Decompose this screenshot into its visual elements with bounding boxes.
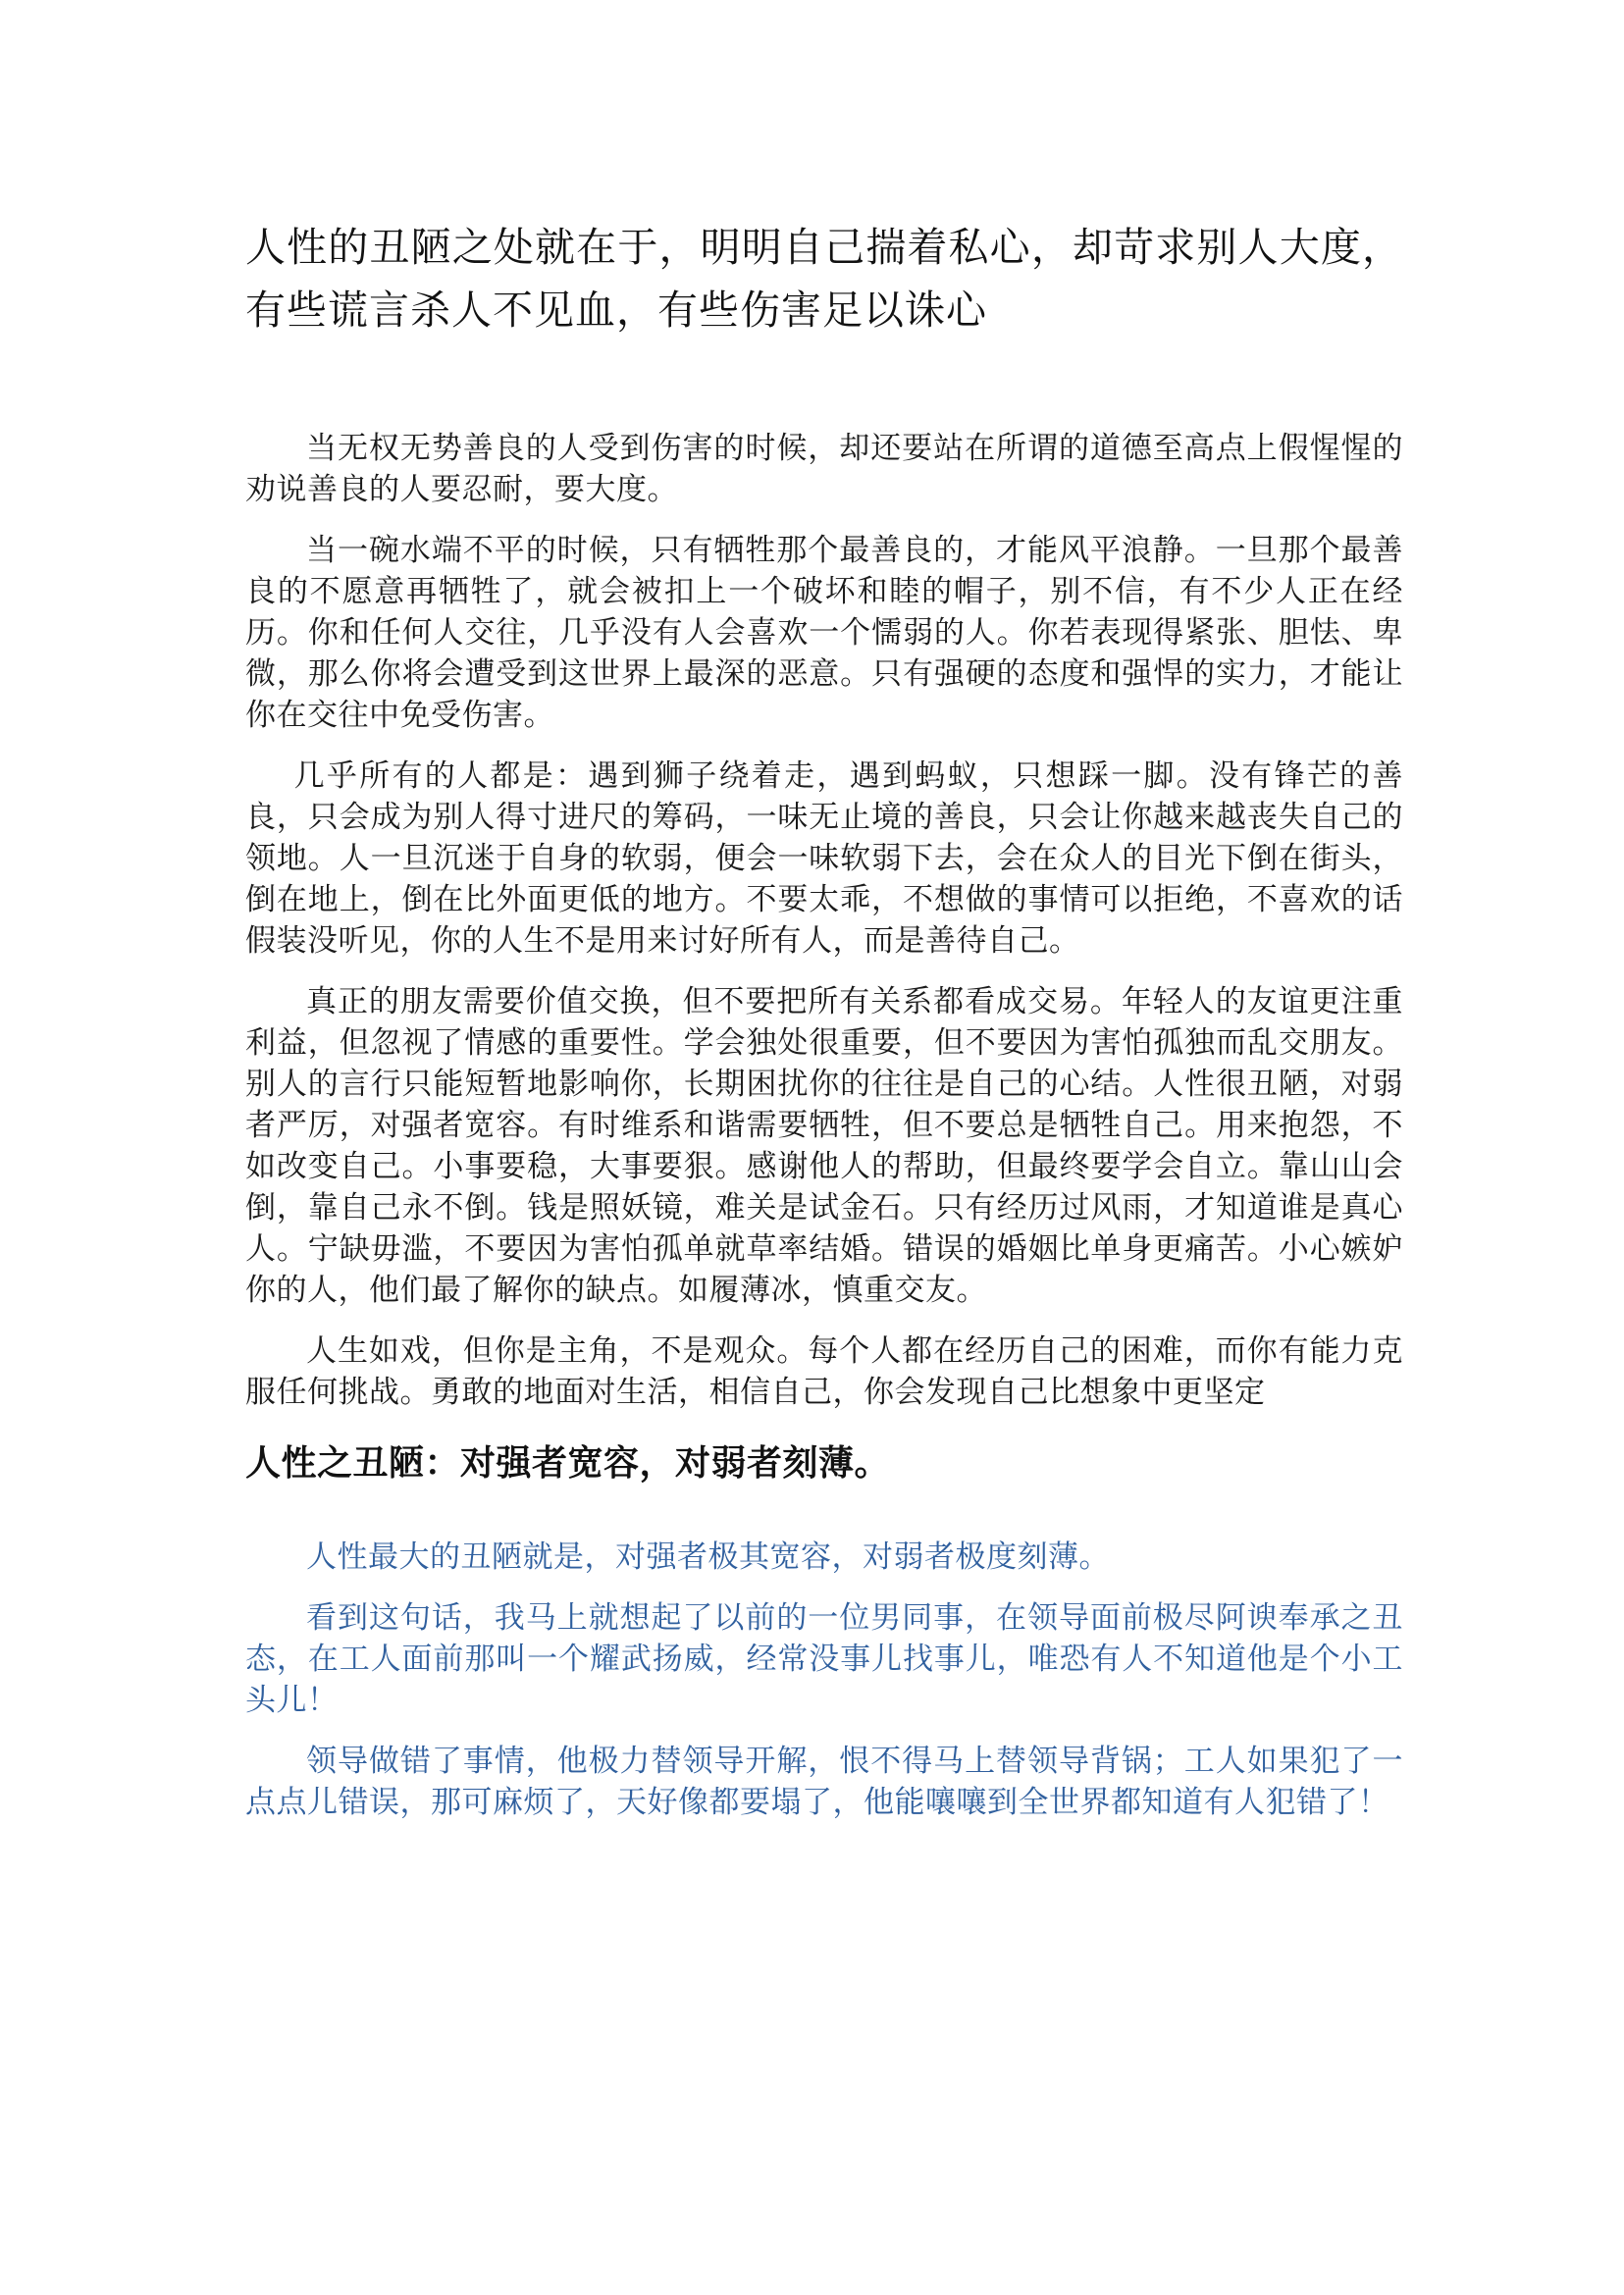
- quote-paragraph: 看到这句话，我马上就想起了以前的一位男同事，在领导面前极尽阿谀奉承之丑态，在工人面前那叫一个耀武扬威，经常没事儿找事儿，唯恐有人不知道他是个小工头儿！: [245, 1600, 1403, 1718]
- page-title: 人性的丑陋之处就在于，明明自己揣着私心，却苛求别人大度，有些谎言杀人不见血，有些伤害足以诛心: [245, 224, 1403, 334]
- body-paragraph: 当无权无势善良的人受到伤害的时候，却还要站在所谓的道德至高点上假惺惺的劝说善良的人要忍耐，要大度。: [245, 431, 1403, 507]
- quote-paragraph: 人性最大的丑陋就是，对强者极其宽容，对弱者极度刻薄。: [306, 1539, 1110, 1575]
- document-body: [245, 216, 1403, 1843]
- body-paragraph: 几乎所有的人都是：遇到狮子绕着走，遇到蚂蚁，只想踩一脚。没有锋芒的善良，只会成为别人得寸进尺的筹码，一味无止境的善良，只会让你越来越丧失自己的领地。人一旦沉迷于自身的软弱，便会一味软弱下去，会在众人的目光下倒在街头，倒在地上，倒在比外面更低的地方。不要太乖，不想做的事情可以拒绝，不喜欢的话假装没听见，你的人生不是用来讨好所有人，而是善待自己。: [245, 758, 1403, 959]
- body-paragraph: 当一碗水端不平的时候，只有牺牲那个最善良的，才能风平浪静。一旦那个最善良的不愿意再牺牲了，就会被扣上一个破坏和睦的帽子，别不信，有不少人正在经历。你和任何人交往，几乎没有人会喜欢一个懦弱的人。你若表现得紧张、胆怯、卑微，那么你将会遭受到这世界上最深的恶意。只有强硬的态度和强悍的实力，才能让你在交往中免受伤害。: [245, 533, 1403, 733]
- section-heading: 人性之丑陋：对强者宽容，对弱者刻薄。: [245, 1443, 891, 1484]
- body-paragraph: 人生如戏，但你是主角，不是观众。每个人都在经历自己的困难，而你有能力克服任何挑战。勇敢的地面对生活，相信自己，你会发现自己比想象中更坚定: [245, 1333, 1403, 1410]
- body-paragraph: 真正的朋友需要价值交换，但不要把所有关系都看成交易。年轻人的友谊更注重利益，但忽视了情感的重要性。学会独处很重要，但不要因为害怕孤独而乱交朋友。别人的言行只能短暂地影响你，长期困扰你的往往是自己的心结。人性很丑陋，对弱者严厉，对强者宽容。有时维系和谐需要牺牲，但不要总是牺牲自己。用来抱怨，不如改变自己。小事要稳，大事要狠。感谢他人的帮助，但最终要学会自立。靠山山会倒，靠自己永不倒。钱是照妖镜，难关是试金石。只有经历过风雨，才知道谁是真心人。宁缺毋滥，不要因为害怕孤单就草率结婚。错误的婚姻比单身更痛苦。小心嫉妒你的人，他们最了解你的缺点。如履薄冰，慎重交友。: [245, 984, 1403, 1308]
- quote-paragraph: 领导做错了事情，他极力替领导开解，恨不得马上替领导背锅；工人如果犯了一点点儿错误，那可麻烦了，天好像都要塌了，他能嚷嚷到全世界都知道有人犯错了！: [245, 1744, 1403, 1820]
